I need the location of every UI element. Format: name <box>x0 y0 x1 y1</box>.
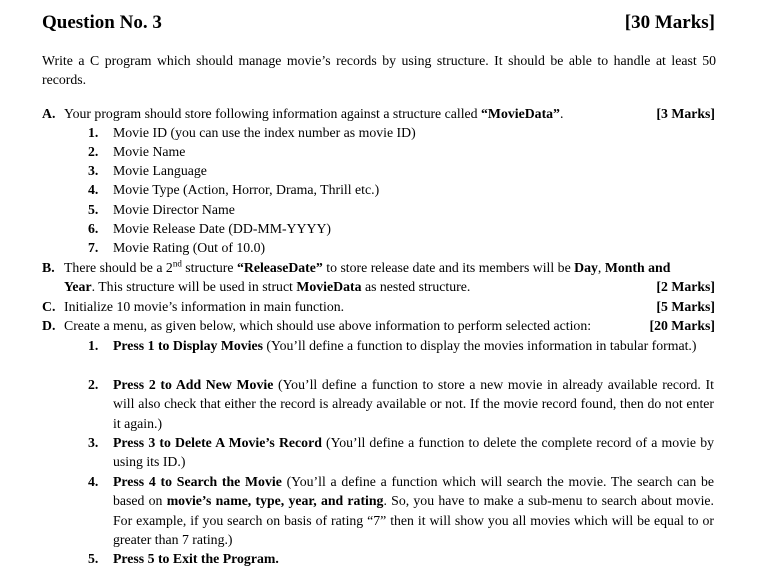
list-item: 2. Movie Name <box>88 144 186 159</box>
section-a-letter: A. <box>42 106 56 121</box>
list-item: 5. Movie Director Name <box>88 202 235 217</box>
menu-item-exit: 5. Press 5 to Exit the Program. <box>88 551 279 566</box>
list-item: 7. Movie Rating (Out of 10.0) <box>88 240 266 255</box>
menu-item-display: 1. Press 1 to Display Movies (You’ll define a function to display the movies information in tabular format.) <box>88 338 697 353</box>
section-c-text: Initialize 10 movie’s information in main function. <box>64 299 345 314</box>
section-d <box>42 316 715 335</box>
section-c <box>42 297 715 316</box>
section-b-letter: B. <box>42 260 55 275</box>
total-marks: [30 Marks] <box>624 12 715 33</box>
intro-paragraph: Write a C program which should manage movie’s records by using structure. It should be able to handle at least 50 records. <box>42 53 716 87</box>
section-d-letter: D. <box>42 318 56 333</box>
menu-item-delete: 3. Press 3 to Delete A Movie’s Record (You’ll define a function to delete the complete record of a movie by using its ID.) <box>88 435 715 470</box>
section-a-text: Your program should store following information against a structure called “MovieData”. <box>64 106 564 121</box>
section-b-text-1: There should be a 2nd structure “ReleaseDate” to store release date and its members will be Day, Month and <box>64 258 671 275</box>
question-title: Question No. 3 <box>42 12 162 33</box>
section-a <box>42 104 715 123</box>
list-item: 3. Movie Language <box>88 163 207 178</box>
list-item: 6. Movie Release Date (DD-MM-YYYY) <box>88 221 332 236</box>
section-c-letter: C. <box>42 299 56 314</box>
section-a-marks: [3 Marks] <box>656 106 715 121</box>
menu-item-add: 2. Press 2 to Add New Movie (You’ll define a function to store a new movie in already available record. It will also check that either the record is already available or not. If the movie record found, then do not enter it again.) <box>88 377 714 431</box>
section-b-line-1 <box>42 258 715 277</box>
section-d-text: Create a menu, as given below, which should use above information to perform selected action: <box>64 318 592 333</box>
section-b-text-2: Year. This structure will be used in struct MovieData as nested structure. <box>64 279 471 294</box>
list-item: 4. Movie Type (Action, Horror, Drama, Thrill etc.) <box>88 182 380 197</box>
list-item: 1. Movie ID (you can use the index number as movie ID) <box>88 125 416 140</box>
section-c-marks: [5 Marks] <box>656 299 715 314</box>
struct-name-releasedate: “ReleaseDate” <box>236 260 323 275</box>
section-b-line-2 <box>42 277 715 296</box>
menu-item-search: 4. Press 4 to Search the Movie (You’ll a define a function which will search the movie. The search can be based on movie’s name, type, year, and rating. So, you have to make a sub-menu to search about movie. For example, if you search on basis of rating “7” then it will show you all movies which will be equal to or greater than 7 rating.) <box>88 474 715 547</box>
section-d-marks: [20 Marks] <box>649 318 715 333</box>
struct-name-moviedata: “MovieData” <box>481 106 560 121</box>
section-b-marks: [2 Marks] <box>656 279 715 294</box>
